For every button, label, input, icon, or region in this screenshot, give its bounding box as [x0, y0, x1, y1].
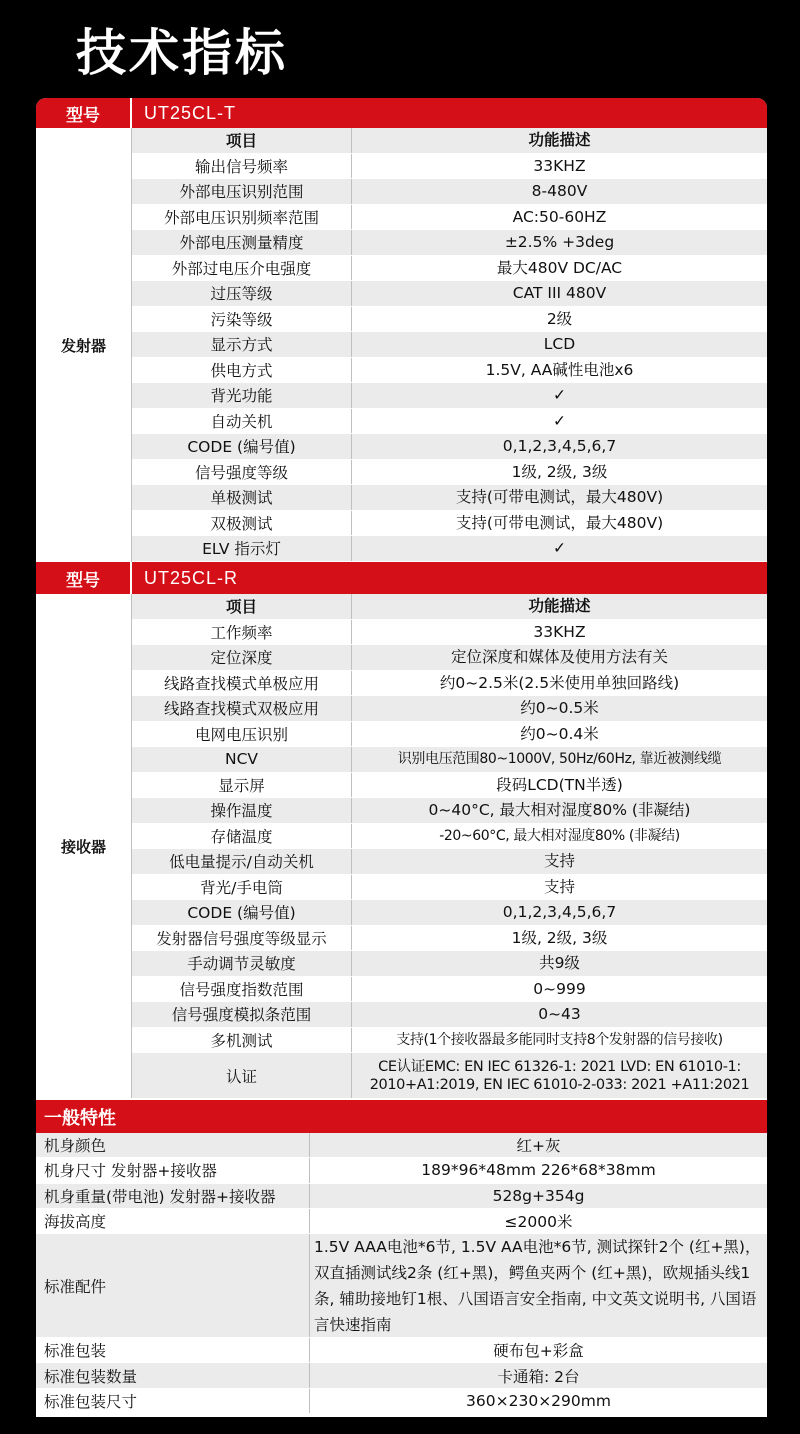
- row-item-value: CAT III 480V: [512, 284, 607, 303]
- receiver-spec-table: [132, 594, 767, 1099]
- transmitter-section: [36, 128, 767, 562]
- row-item-label: 标准配件: [36, 1234, 310, 1337]
- table-row: [132, 671, 767, 697]
- row-item-value: 支持(可带电测试，最大480V): [455, 513, 664, 532]
- row-item-label: 机身重量(带电池) 发射器+接收器: [36, 1184, 310, 1208]
- row-item-value: ±2.5% +3deg: [504, 233, 615, 252]
- table-row: [132, 849, 767, 875]
- row-item-value: 支持(可带电测试，最大480V): [455, 488, 664, 507]
- table-row: [132, 358, 767, 384]
- row-item-label: 机身尺寸 发射器+接收器: [36, 1158, 310, 1182]
- general-bar: [36, 1100, 767, 1133]
- row-item-value: ≤2000米: [504, 1213, 573, 1232]
- table-row: [132, 824, 767, 850]
- row-item-label: 多机测试: [132, 1028, 352, 1053]
- row-item-label: 标准包装数量: [36, 1363, 310, 1387]
- table-row: [132, 747, 767, 773]
- row-item-value: 528g+354g: [492, 1186, 585, 1205]
- row-item-value: AC:50-60HZ: [512, 207, 607, 226]
- row-item-label: 污染等级: [132, 307, 352, 332]
- table-row: [132, 722, 767, 748]
- row-item-label: 标准包装: [36, 1338, 310, 1362]
- receiver-model-name: UT25CL-R: [144, 567, 239, 588]
- table-row: [132, 409, 767, 435]
- row-item-label: 线路查找模式双极应用: [132, 696, 352, 721]
- table-row: [132, 383, 767, 409]
- row-item-value: 0,1,2,3,4,5,6,7: [502, 903, 617, 922]
- row-item-value: 最大480V DC/AC: [496, 258, 623, 277]
- row-item-value: ✓: [553, 539, 566, 558]
- row-item-label: CODE (编号值): [132, 900, 352, 925]
- row-item-label: 标准包装尺寸: [36, 1389, 310, 1413]
- row-item-value: 1级, 2级, 3级: [511, 462, 608, 481]
- receiver-side-label: 接收器: [36, 594, 132, 1098]
- table-row: [36, 1133, 767, 1158]
- row-item-value: 1.5V AAA电池*6节, 1.5V AA电池*6节, 测试探针2个 (红+黑)，双直插测试线2条 (红+黑)，鳄鱼夹两个 (红+黑)，欧规插头线1条, 辅助接地钉1根、八国语言安全指南, 中文英文说明书, 八国语言快速指南: [314, 1237, 761, 1334]
- row-item-label: 背光/手电筒: [132, 875, 352, 900]
- table-row: [132, 485, 767, 511]
- row-item-value: 0~999: [533, 979, 586, 998]
- row-item-value: 33KHZ: [533, 156, 586, 175]
- table-row: [132, 256, 767, 282]
- table-row: [132, 798, 767, 824]
- table-row: [132, 536, 767, 562]
- transmitter-model-label: 型号: [36, 98, 132, 128]
- table-row: [36, 1363, 767, 1388]
- header-item: 项目: [132, 594, 352, 619]
- row-item-value: 1.5V, AA碱性电池x6: [485, 360, 634, 379]
- row-item-label: 操作温度: [132, 798, 352, 823]
- header-desc: 功能描述: [528, 131, 591, 150]
- row-item-value: 2级: [546, 309, 573, 328]
- row-item-label: 单极测试: [132, 485, 352, 510]
- table-row: [132, 620, 767, 646]
- transmitter-model-name: UT25CL-T: [144, 102, 237, 123]
- row-item-value: 定位深度和媒体及使用方法有关: [450, 648, 668, 667]
- table-row: [132, 460, 767, 486]
- receiver-section: [36, 594, 767, 1098]
- table-row: [36, 1209, 767, 1234]
- row-item-label: 海拔高度: [36, 1209, 310, 1233]
- row-item-value: 共9级: [539, 954, 580, 973]
- row-item-label: 显示屏: [132, 773, 352, 798]
- row-item-label: 供电方式: [132, 358, 352, 383]
- row-item-label: 认证: [132, 1053, 352, 1098]
- table-row: [36, 1158, 767, 1183]
- row-item-value: 0~43: [538, 1005, 581, 1024]
- row-item-value: -20~60°C, 最大相对湿度80% (非凝结): [439, 827, 680, 844]
- row-item-value: 0~40°C, 最大相对湿度80% (非凝结): [428, 801, 691, 820]
- row-item-label: 外部过电压介电强度: [132, 256, 352, 281]
- row-item-value: 约0~0.4米: [520, 724, 599, 743]
- row-item-label: ELV 指示灯: [132, 536, 352, 561]
- table-row: [132, 926, 767, 952]
- table-row: [132, 205, 767, 231]
- row-item-label: 手动调节灵敏度: [132, 951, 352, 976]
- row-item-label: NCV: [132, 747, 352, 772]
- table-row: [132, 434, 767, 460]
- row-item-label: 信号强度指数范围: [132, 977, 352, 1002]
- row-item-value: 段码LCD(TN半透): [496, 775, 623, 794]
- row-item-value: ✓: [553, 411, 566, 430]
- table-row: [36, 1389, 767, 1414]
- row-item-label: 显示方式: [132, 332, 352, 357]
- row-item-label: 信号强度模拟条范围: [132, 1002, 352, 1027]
- row-item-value: ✓: [553, 386, 566, 405]
- table-row: [132, 977, 767, 1003]
- cert-line-2: 2010+A1:2019, EN IEC 61010-2-033: 2021 +A11:2021: [369, 1076, 750, 1093]
- row-item-label: 输出信号频率: [132, 154, 352, 179]
- table-row: [36, 1338, 767, 1363]
- cert-line-1: CE认证EMC: EN IEC 61326-1: 2021 LVD: EN 61010-1:: [378, 1058, 741, 1075]
- row-item-value: 约0~2.5米(2.5米使用单独回路线): [439, 673, 680, 692]
- row-item-value: 33KHZ: [533, 622, 586, 641]
- row-item-value: 0,1,2,3,4,5,6,7: [502, 437, 617, 456]
- table-row: [132, 511, 767, 537]
- row-item-label: 工作频率: [132, 620, 352, 645]
- general-bar-label: 一般特性: [44, 1107, 116, 1129]
- row-item-value: 支持: [543, 877, 575, 896]
- row-item-label: 信号强度等级: [132, 460, 352, 485]
- row-item-label: 双极测试: [132, 511, 352, 536]
- general-spec-table: [36, 1133, 767, 1414]
- row-item-value: [352, 1053, 767, 1098]
- table-row: [132, 951, 767, 977]
- row-item-label: CODE (编号值): [132, 434, 352, 459]
- row-item-label: 外部电压测量精度: [132, 230, 352, 255]
- receiver-model-label: 型号: [36, 562, 132, 594]
- table-row: [132, 773, 767, 799]
- table-row: [132, 230, 767, 256]
- table-row: [132, 332, 767, 358]
- row-item-label: 外部电压识别频率范围: [132, 205, 352, 230]
- row-item-label: 定位深度: [132, 645, 352, 670]
- table-row: [132, 645, 767, 671]
- page-title: 技术指标: [76, 24, 288, 82]
- row-item-label: 背光功能: [132, 383, 352, 408]
- table-row: [132, 696, 767, 722]
- table-row: [132, 1002, 767, 1028]
- table-row: [132, 179, 767, 205]
- row-item-label: 自动关机: [132, 409, 352, 434]
- transmitter-model-bar: [36, 98, 767, 128]
- row-item-label: 存储温度: [132, 824, 352, 849]
- row-item-label: 电网电压识别: [132, 722, 352, 747]
- table-row: [132, 900, 767, 926]
- row-item-value: 1级, 2级, 3级: [511, 928, 608, 947]
- table-header-row: [132, 594, 767, 620]
- transmitter-side-label: 发射器: [36, 128, 132, 562]
- table-row: [36, 1184, 767, 1209]
- transmitter-spec-table: [132, 128, 767, 562]
- table-row: [132, 307, 767, 333]
- spec-sheet: [36, 98, 767, 1417]
- row-item-value: 8-480V: [531, 182, 588, 201]
- row-item-value: LCD: [543, 335, 576, 354]
- row-item-label: 外部电压识别范围: [132, 179, 352, 204]
- row-item-value: 识别电压范围80~1000V, 50Hz/60Hz, 靠近被测线缆: [397, 751, 722, 768]
- row-item-value: 支持(1个接收器最多能同时支持8个发射器的信号接收): [396, 1031, 723, 1048]
- row-item-value: 360×230×290mm: [466, 1391, 611, 1410]
- table-header-row: [132, 128, 767, 154]
- row-item-value: 红+灰: [516, 1137, 561, 1156]
- table-row: [132, 1028, 767, 1054]
- header-desc: 功能描述: [528, 597, 591, 616]
- table-row: [36, 1234, 767, 1338]
- table-row: [132, 875, 767, 901]
- row-item-value: 支持: [543, 852, 575, 871]
- row-item-value: 硬布包+彩盒: [493, 1342, 584, 1361]
- row-item-label: 发射器信号强度等级显示: [132, 926, 352, 951]
- table-row-certification: [132, 1053, 767, 1099]
- header-item: 项目: [132, 128, 352, 153]
- table-row: [132, 154, 767, 180]
- row-item-label: 线路查找模式单极应用: [132, 671, 352, 696]
- row-item-value: 卡通箱: 2台: [497, 1367, 580, 1386]
- row-item-value: 189*96*48mm 226*68*38mm: [421, 1161, 656, 1180]
- row-item-label: 过压等级: [132, 281, 352, 306]
- row-item-label: 机身颜色: [36, 1133, 310, 1157]
- row-item-label: 低电量提示/自动关机: [132, 849, 352, 874]
- row-item-value: 约0~0.5米: [520, 699, 599, 718]
- table-row: [132, 281, 767, 307]
- receiver-model-bar: [36, 562, 767, 594]
